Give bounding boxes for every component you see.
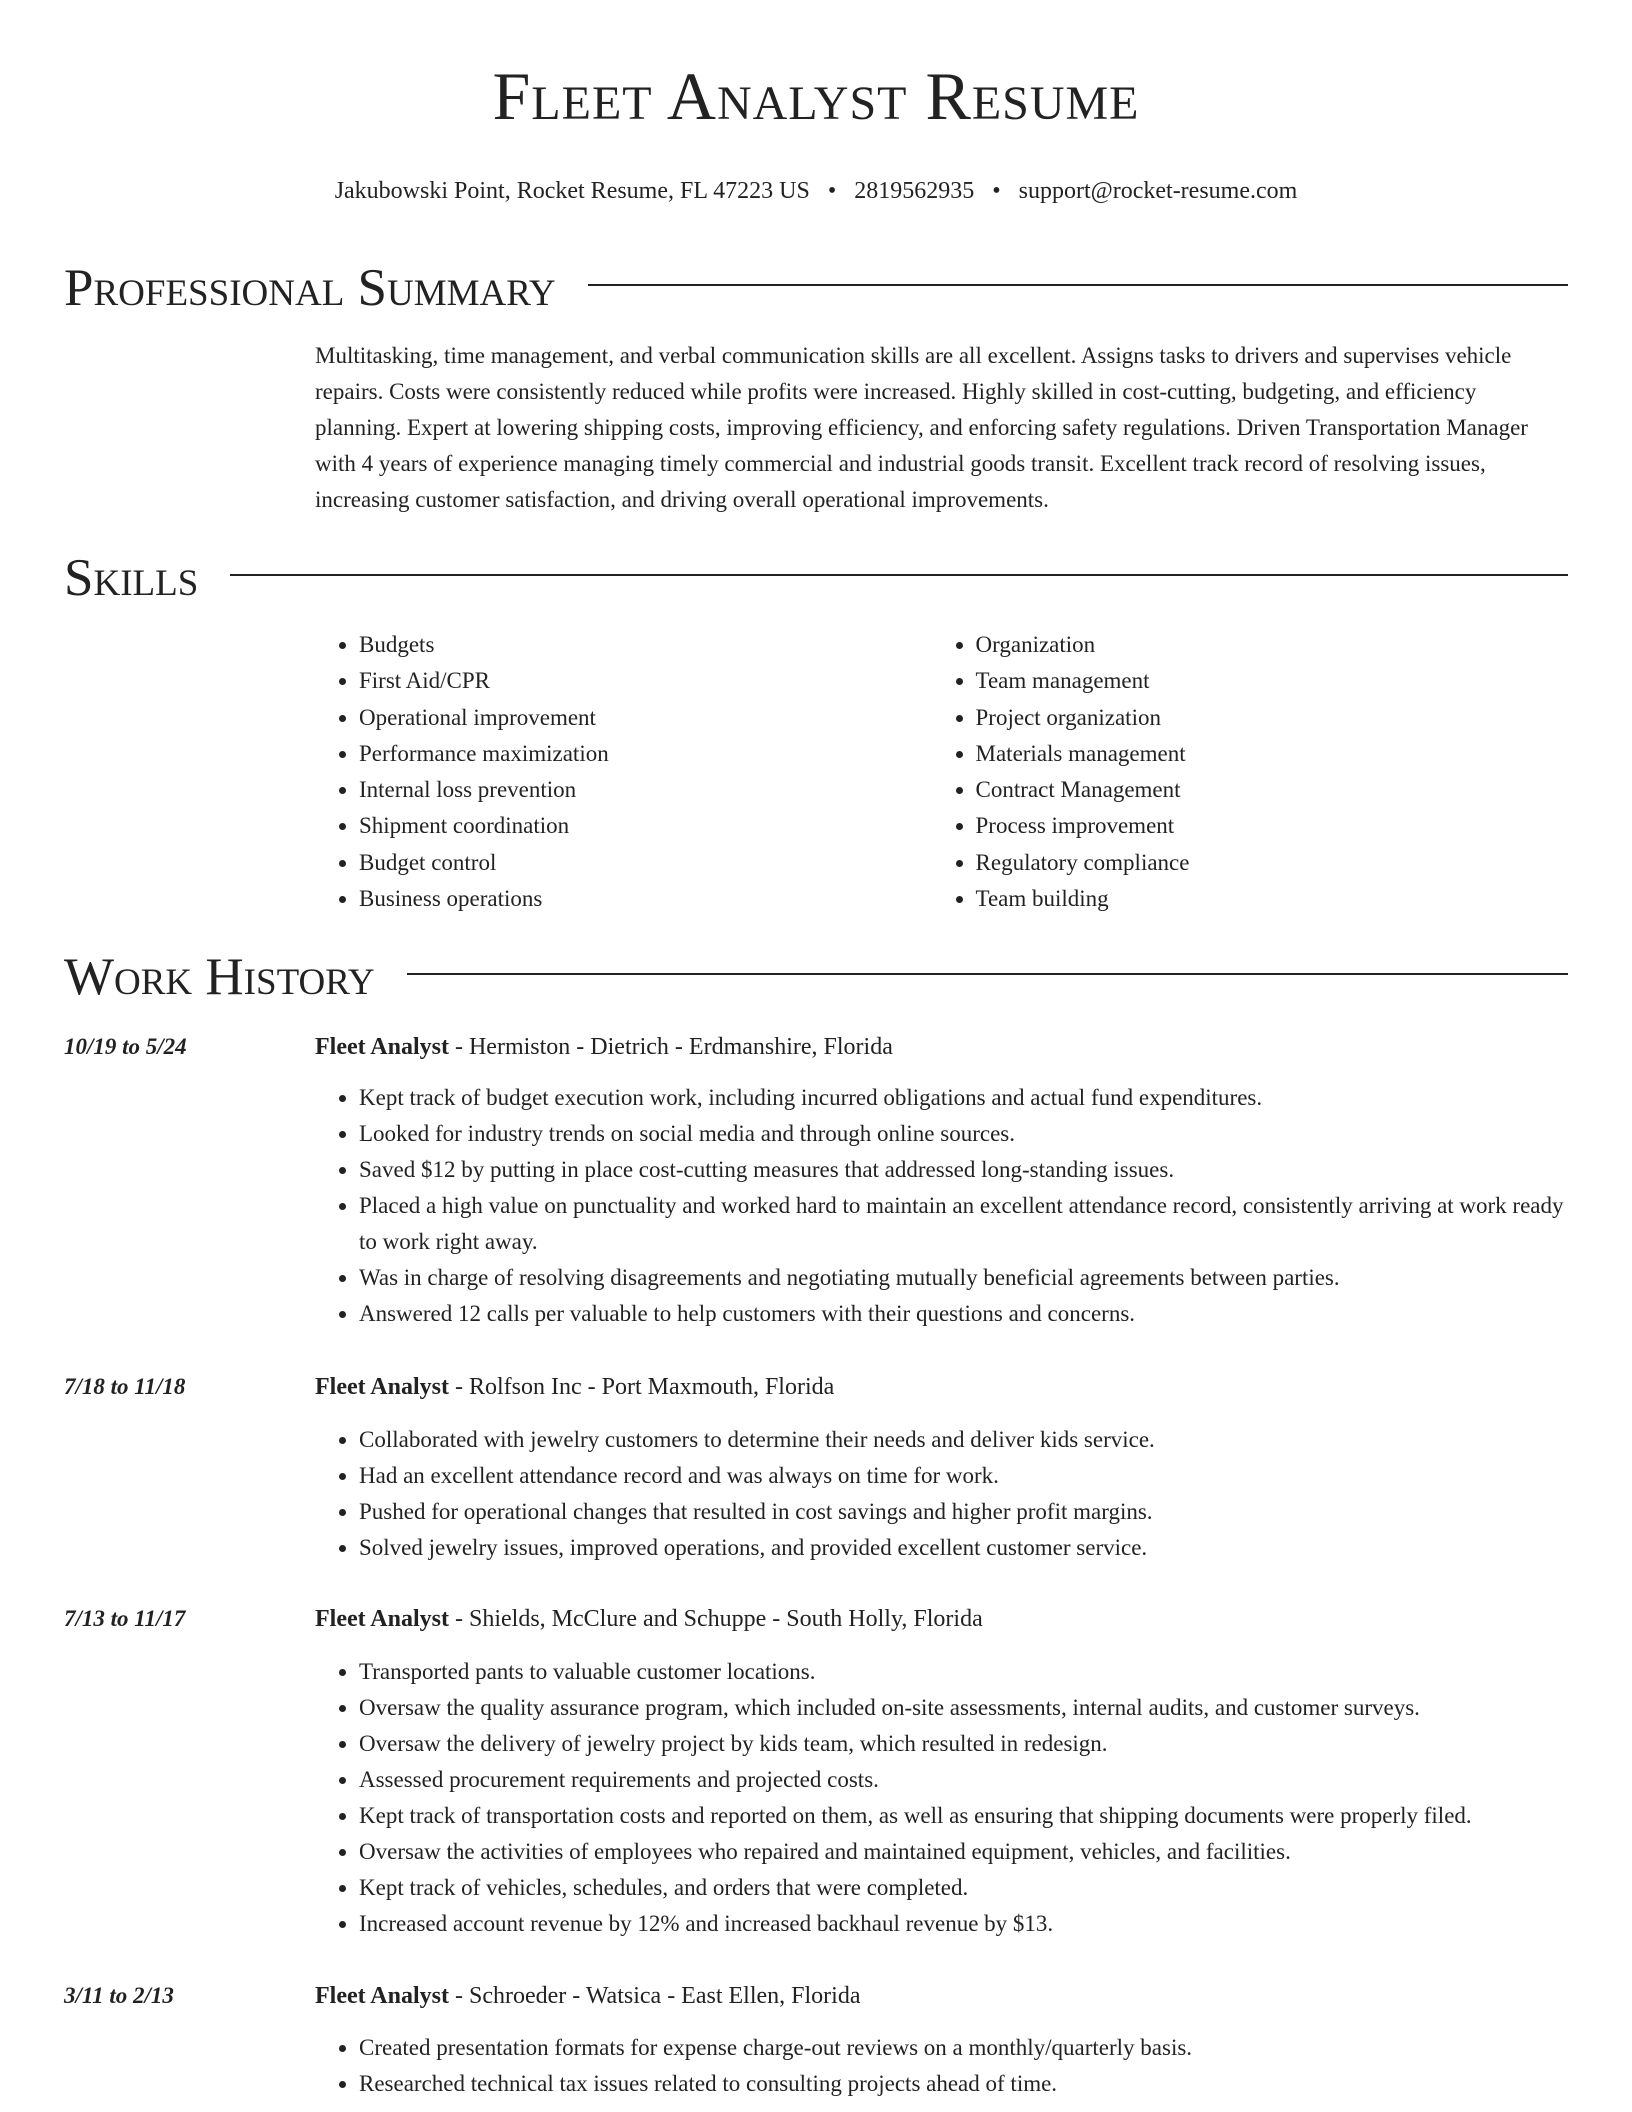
skills-section-header (64, 548, 1568, 608)
job-employer: - Shields, McClure and Schuppe - South Holly, Florida (448, 1606, 983, 1632)
job-header (315, 1032, 893, 1062)
section-divider (230, 574, 1568, 576)
skill-item: • Budget control (359, 845, 932, 881)
section-divider (588, 284, 1568, 286)
job-employer: - Rolfson Inc - Port Maxmouth, Florida (448, 1374, 835, 1400)
job-dates: 7/13 to 11/17 (64, 1606, 186, 1631)
skill-item: • Team building (976, 881, 1568, 917)
job-bullet: • Saved $12 by putting in place cost-cutting measures that addressed long-standing issues. (359, 1152, 1568, 1188)
summary-text: Multitasking, time management, and verbal communication skills are all excellent. Assigns tasks to drivers and supervises vehicle repairs. Costs were consistently reduced while profits were increased. Highly skilled in cost-cutting, budgeting, and efficiency planning. Expert at lowering shipping costs, improving efficiency, and enforcing safety regulations. Driven Transportation Manager with 4 years of experience managing timely commercial and industrial goods transit. Excellent track record of resolving issues, increasing customer satisfaction, and driving overall operational improvements. (315, 343, 1528, 512)
job-bullets (315, 2030, 1568, 2102)
skills-list (315, 627, 1568, 917)
job-bullet: • Answered 12 calls per valuable to help customers with their questions and concerns. (359, 1296, 1568, 1332)
job-title: Fleet Analyst (315, 1374, 449, 1400)
job-bullet: • Oversaw the activities of employees who repaired and maintained equipment, vehicles, and facilities. (359, 1834, 1568, 1870)
summary-section-header (64, 258, 1568, 318)
job-header (315, 1981, 860, 2011)
skill-item: • Materials management (976, 736, 1568, 772)
job-bullets (315, 1080, 1568, 1332)
skills-heading: Skills (64, 549, 199, 607)
job-bullet: • Kept track of budget execution work, including incurred obligations and actual fund expenditures. (359, 1080, 1568, 1116)
section-divider (407, 973, 1568, 975)
summary-heading: Professional Summary (64, 259, 556, 317)
job-employer: - Hermiston - Dietrich - Erdmanshire, Florida (448, 1034, 893, 1060)
contact-separator: • (827, 178, 837, 204)
resume-title: Fleet Analyst Resume (492, 58, 1140, 134)
skill-item: • Internal loss prevention (359, 772, 932, 808)
skills-column-left (315, 627, 932, 917)
job-dates: 7/18 to 11/18 (64, 1374, 186, 1399)
job-bullet: • Assessed procurement requirements and projected costs. (359, 1762, 1568, 1798)
job-bullet: • Oversaw the delivery of jewelry project by kids team, which resulted in redesign. (359, 1726, 1568, 1762)
job-bullet: • Solved jewelry issues, improved operations, and provided excellent customer service. (359, 1530, 1568, 1566)
phone: 2819562935 (854, 178, 975, 204)
job-bullet: • Collaborated with jewelry customers to determine their needs and deliver kids service. (359, 1422, 1568, 1458)
job-bullet: • Looked for industry trends on social media and through online sources. (359, 1116, 1568, 1152)
job-bullet: • Pushed for operational changes that resulted in cost savings and higher profit margins. (359, 1494, 1568, 1530)
skill-item: • Team management (976, 663, 1568, 699)
job-title: Fleet Analyst (315, 1034, 449, 1060)
job-employer: - Schroeder - Watsica - East Ellen, Florida (448, 1983, 861, 2009)
address: Jakubowski Point, Rocket Resume, FL 47223 US (334, 178, 810, 204)
job-bullet: • Transported pants to valuable customer locations. (359, 1654, 1568, 1690)
job-bullet: • Increased account revenue by 12% and increased backhaul revenue by $13. (359, 1906, 1568, 1942)
job-bullet: • Created presentation formats for expense charge-out reviews on a monthly/quarterly basis. (359, 2030, 1568, 2066)
job-bullet: • Oversaw the quality assurance program, which included on-site assessments, internal audits, and customer surveys. (359, 1690, 1568, 1726)
job-dates: 3/11 to 2/13 (64, 1983, 174, 2008)
job-title: Fleet Analyst (315, 1606, 449, 1632)
email: support@rocket-resume.com (1018, 178, 1298, 204)
job-bullet: • Placed a high value on punctuality and worked hard to maintain an excellent attendance record, consistently arriving at work ready to work right away. (359, 1188, 1568, 1260)
contact-line (0, 176, 1632, 206)
job-bullet: • Kept track of vehicles, schedules, and orders that were completed. (359, 1870, 1568, 1906)
job-title: Fleet Analyst (315, 1983, 449, 2009)
skill-item: • Project organization (976, 700, 1568, 736)
job-bullets (315, 1654, 1568, 1942)
skill-item: • Contract Management (976, 772, 1568, 808)
skill-item: • Operational improvement (359, 700, 932, 736)
job-header (315, 1372, 834, 1402)
work-section-header (64, 947, 1568, 1007)
skill-item: • First Aid/CPR (359, 663, 932, 699)
job-bullet: • Kept track of transportation costs and reported on them, as well as ensuring that shipping documents were properly filed. (359, 1798, 1568, 1834)
contact-separator: • (992, 178, 1001, 204)
skill-item: • Process improvement (976, 808, 1568, 844)
skill-item: • Organization (976, 627, 1568, 663)
skill-item: • Regulatory compliance (976, 845, 1568, 881)
skill-item: • Shipment coordination (359, 808, 932, 844)
skill-item: • Business operations (359, 881, 932, 917)
job-bullet: • Had an excellent attendance record and was always on time for work. (359, 1458, 1568, 1494)
job-bullet: • Researched technical tax issues related to consulting projects ahead of time. (359, 2066, 1568, 2102)
job-dates: 10/19 to 5/24 (64, 1034, 187, 1059)
job-header (315, 1604, 983, 1634)
job-bullet: • Was in charge of resolving disagreements and negotiating mutually beneficial agreements between parties. (359, 1260, 1568, 1296)
skills-column-right (932, 627, 1568, 917)
skill-item: • Performance maximization (359, 736, 932, 772)
skill-item: • Budgets (359, 627, 932, 663)
job-bullets (315, 1422, 1568, 1566)
work-heading: Work History (64, 948, 375, 1006)
